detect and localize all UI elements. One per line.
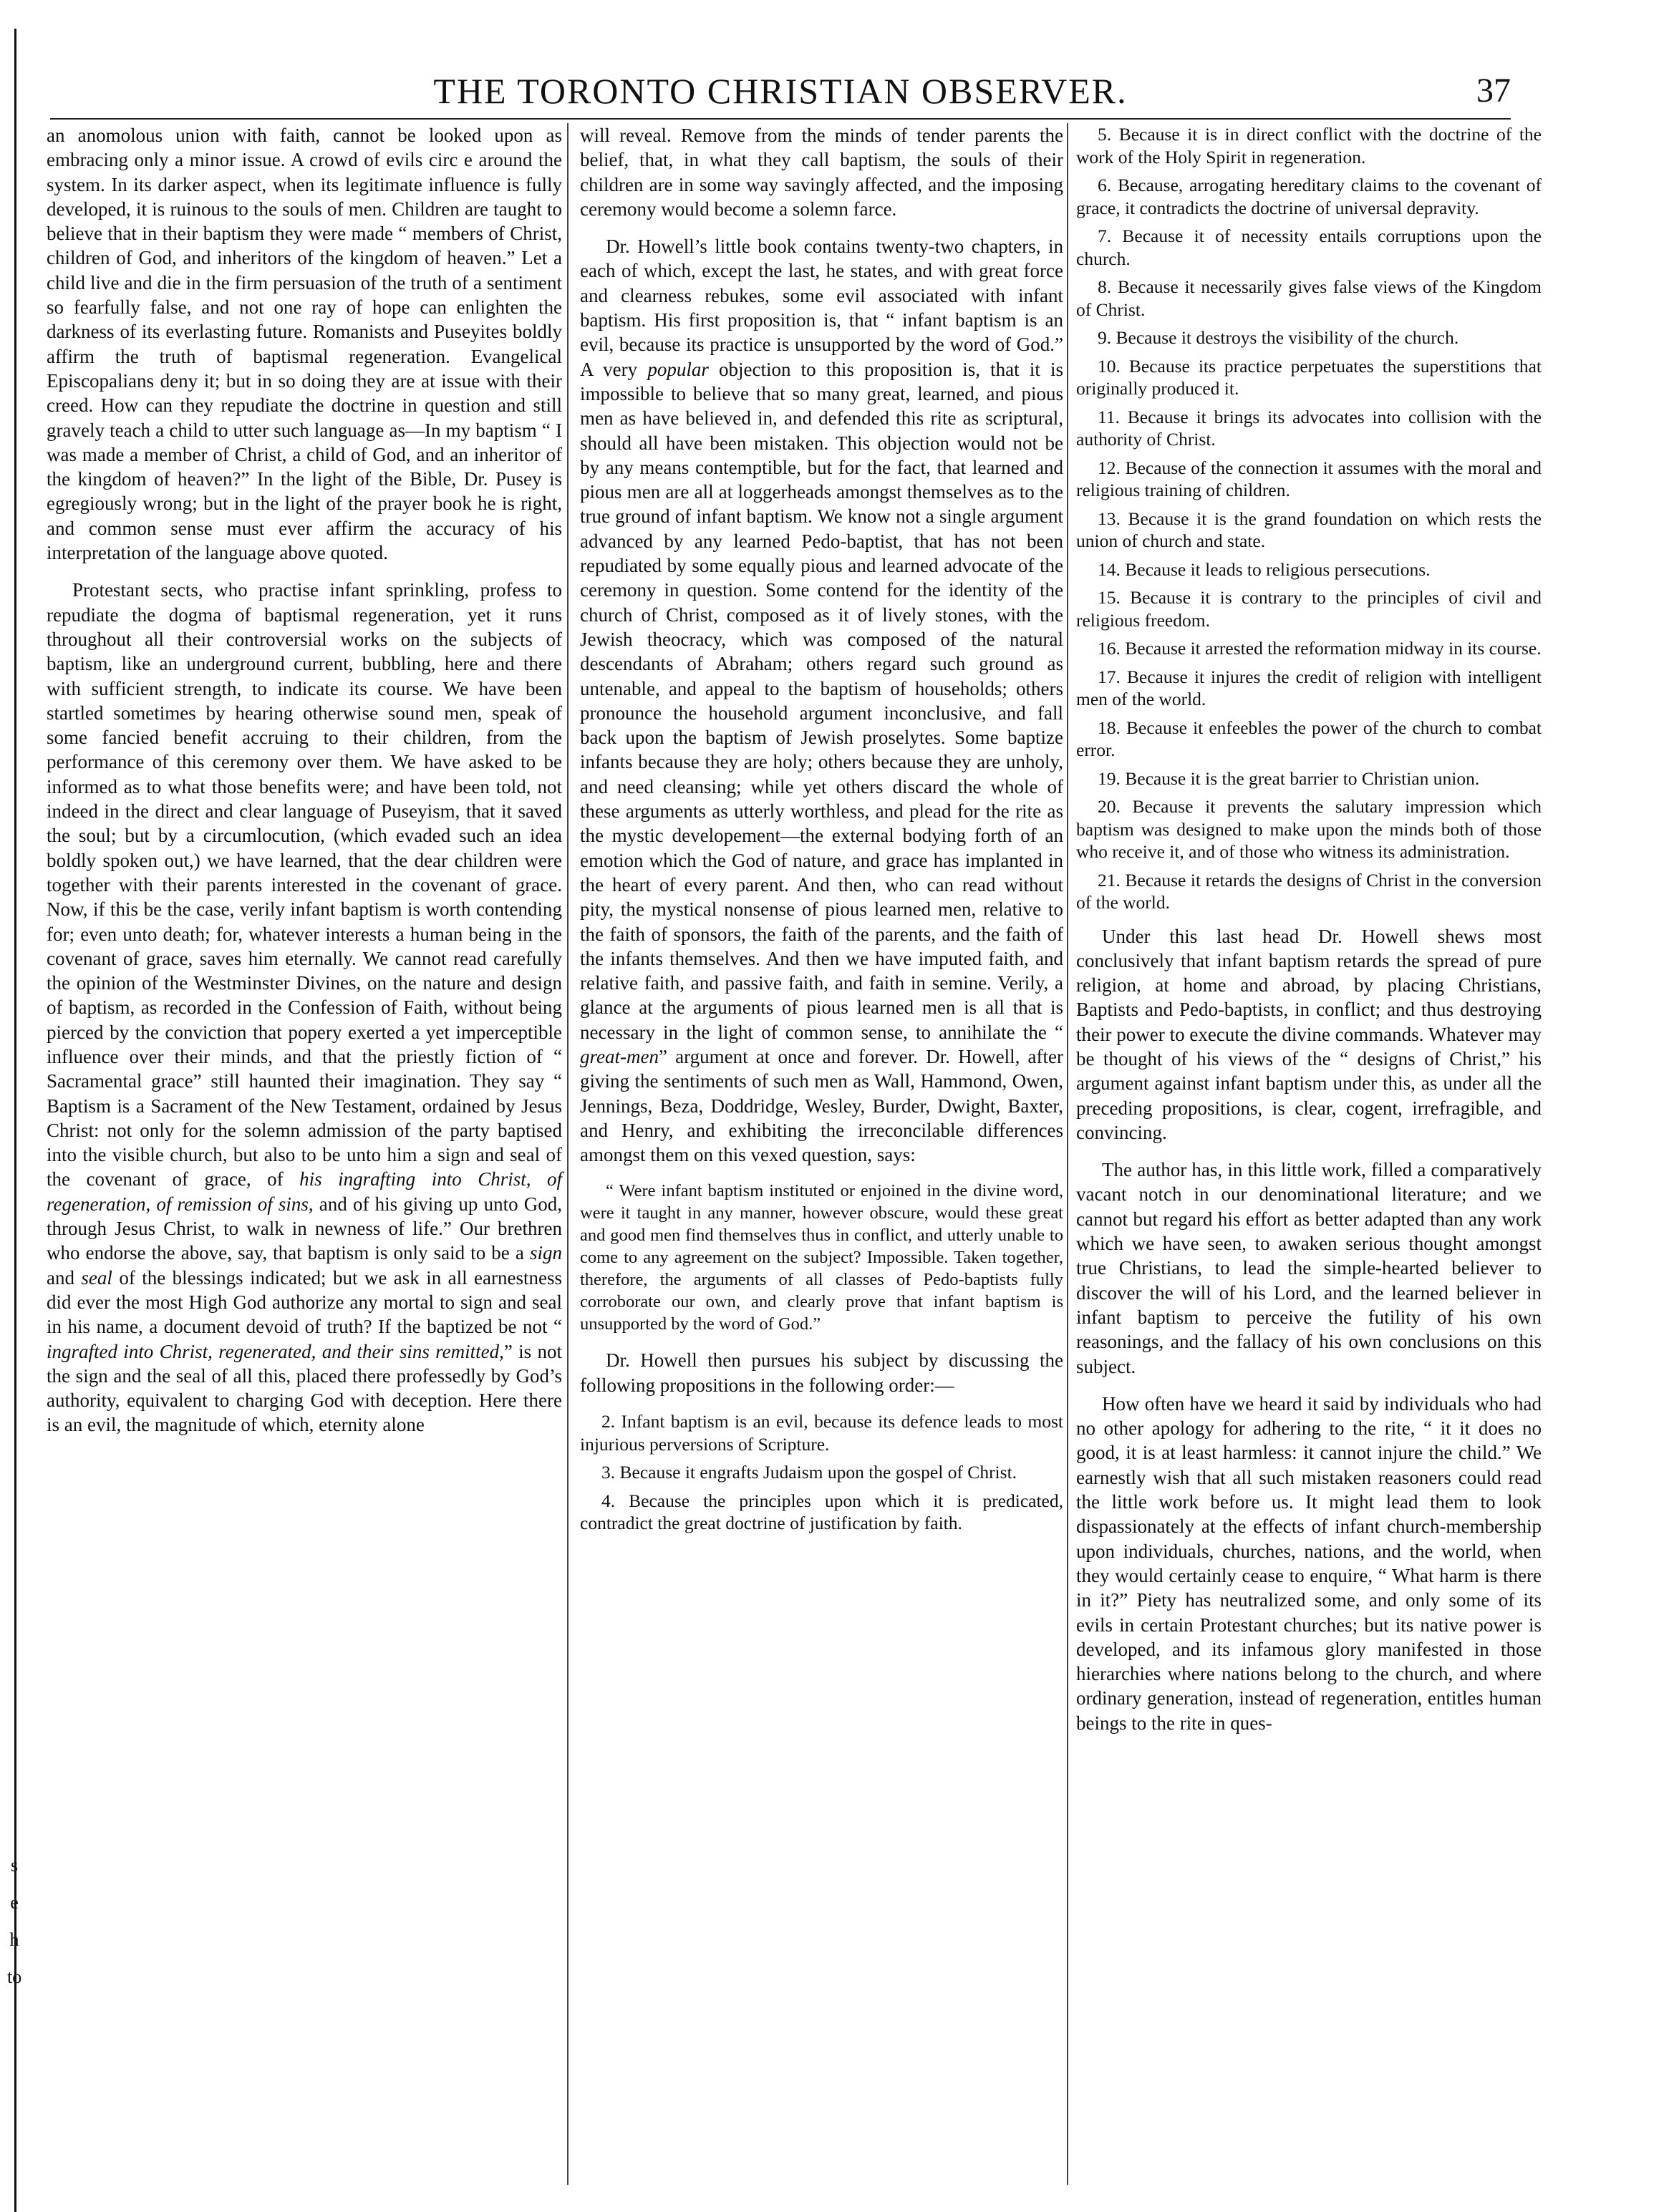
proposition-item: 3. Because it engrafts Judaism upon the gospel of Christ.: [601, 1462, 1017, 1483]
margin-fragments: [7, 1847, 21, 1996]
proposition-item: 17. Because it injures the credit of religion with intelligent men of the world.: [1076, 666, 1542, 709]
col2-blockquote: “ Were infant baptism instituted or enjoined in the divine word, were it taught in any manner, however obscure, would these great and good men find themselves thus in conflict, and utterly unable to come to any agreement on the subject? Impossible. Taken together, therefore, the arguments of all classes of Pedo-baptists fully corroborate our own, and clearly prove that infant baptism is unsupported by the word of God.”: [580, 1181, 1063, 1334]
proposition-item: 12. Because of the connection it assumes with the moral and religious training of children.: [1076, 457, 1542, 500]
proposition-item: 20. Because it prevents the salutary impression which baptism was designed to make upon the minds both of those who receive it, and of those who witness its administration.: [1076, 796, 1542, 862]
proposition-item: 7. Because it of necessity entails corruptions upon the church.: [1076, 225, 1542, 269]
proposition-item: 15. Because it is contrary to the principles of civil and religious freedom.: [1076, 587, 1542, 631]
proposition-item: 10. Because its practice perpetuates the superstitions that originally produced it.: [1076, 355, 1542, 399]
col3-paragraph-2: The author has, in this little work, filled a comparatively vacant notch in our denominational literature; and we cannot but regard his effort as better adapted than any work which we have seen, to awaken serious thought amongst true Christians, to lead the simple-hearted believer to discover the will of his Lord, and the learned believer in infant baptism to perceive the futility of his own reasonings, and the fallacy of his own conclusions on this subject.: [1076, 1159, 1542, 1377]
margin-glyph: h: [9, 1929, 19, 1950]
column-1: [47, 123, 562, 1450]
proposition-item: 13. Because it is the grand foundation on which rests the union of church and state.: [1076, 508, 1542, 551]
col2-paragraph-2: Dr. Howell’s little book contains twenty-two chapters, in each of which, except the last, he states, and with great force and clearness rebukes, some evil associated with infant baptism. His first proposition is, that “ infant baptism is an evil, because its practice is unsupported by the word of God.” A very popular objection to this proposition is, that it is impossible to believe that so many great, learned, and pious men as have believed in, and defended this rite as scriptural, should all have been mistaken. This objection would not be by any means contemptible, but for the fact, that learned and pious men are all at loggerheads amongst themselves as to the true ground of infant baptism. We know not a single argument advanced by any learned Pedo-baptist, that has not been repudiated by some equally pious and learned advocate of the ceremony in question. Some contend for the identity of the church of Christ, composed as it of lively stones, with the Jewish theocracy, which was composed of the natural descendants of Abraham; others regard such ground as untenable, and appeal to the baptism of households; others pronounce the household argument inconclusive, and fall back upon the baptism of Jewish proselytes. Some baptize infants because they are holy; others because they are unholy, and need cleansing; while yet others discard the whole of these arguments as utterly worthless, and plead for the rite as the mystic developement—the external bodying forth of an emotion which the God of nature, and grace has implanted in the heart of every parent. And then, who can read without pity, the mystical nonsense of pious learned men, relative to the faith of sponsors, the faith of the parents, and the faith of the infants themselves. And then we have imputed faith, and relative faith, and passive faith, and faith in semine. Verily, a glance at the arguments of pious learned men is all that is necessary in the light of common sense, to annihilate the “ great-men” argument at once and forever. Dr. Howell, after giving the sentiments of such men as Wall, Hammond, Owen, Jennings, Beza, Doddridge, Wesley, Burder, Dwight, Baxter, and Henry, and exhibiting the irreconcilable differences amongst them on this vexed question, says:: [580, 236, 1064, 1166]
proposition-item: 9. Because it destroys the visibility of the church.: [1098, 327, 1459, 348]
margin-glyph: s: [10, 1855, 19, 1876]
page-number: 37: [1476, 72, 1511, 110]
col1-paragraph-2: Protestant sects, who practise infant sprinkling, profess to repudiate the dogma of baptismal regeneration, yet it runs throughout all their controversial works on the subjects of baptism, like an underground current, bubbling, here and there with sufficient strength, to indicate its course. We have been startled sometimes by hearing otherwise sound men, speak of some fancied benefit accruing to their children, from the performance of this ceremony over them. We have asked to be informed as to what those benefits were; and have been told, not indeed in the direct and clear language of Puseyism, that it saved the soul; but by a circumlocution, (which evaded such an idea boldly spoken out,) we have learned, that the dear children were together with their parents interested in the covenant of grace. Now, if this be the case, verily infant baptism is worth contending for; even unto death; for, whatever interests a human being in the covenant of grace, saves him eternally. We cannot read carefully the opinion of the Westminster Divines, on the nature and design of baptism, as recorded in the Confession of Faith, without being pierced by the conviction that popery exerted a yet imperceptible influence over their minds, and that the priestly fiction of “ Sacramental grace” still haunted their imagination. They say “ Baptism is a Sacrament of the New Testament, ordained by Jesus Christ: not only for the solemn admission of the party baptised into the visible church, but also to be unto him a sign and seal of the covenant of grace, of his ingrafting into Christ, of regeneration, of remission of sins, and of his giving up unto God, through Jesus Christ, to walk in newness of life.” Our brethren who endorse the above, say, that baptism is only said to be a sign and seal of the blessings indicated; but we ask in all earnestness did ever the most High God authorize any mortal to sign and seal in his name, a document devoid of truth? If the baptized be not “ ingrafted into Christ, regenerated, and their sins remitted,” is not the sign and the seal of all this, placed there professedly by God’s authority, equivalent to charging God with deception. Here there is an evil, the magnitude of which, eternity alone: [47, 579, 563, 1436]
masthead-title: THE TORONTO CHRISTIAN OBSERVER.: [433, 71, 1128, 111]
proposition-item: 19. Because it is the great barrier to Christian union.: [1098, 767, 1480, 789]
col3-paragraph-3: How often have we heard it said by individuals who had no other apology for adhering to the rite, “ it it does no good, it is at least harmless: it cannot injure the child.” We earnestly wish that all such mistaken reasoners could read the little work before us. It might lead them to look dispassionately at the effects of infant church-membership upon individuals, churches, nations, and the world, when they would certainly cease to enquire, “ What harm is there in it?” Piety has neutralized some, and only some of its evils in certain Protestant churches; but its native power is developed, and its infamous glory manifested in those hierarchies where nations belong to the church, and where ordinary generation, instead of regeneration, entitles human beings to the rite in ques-: [1076, 1392, 1542, 1734]
proposition-item: 2. Infant baptism is an evil, because its defence leads to most injurious perversions of Scripture.: [580, 1411, 1063, 1455]
column-3: [1076, 123, 1542, 1748]
proposition-item: 6. Because, arrogating hereditary claims to the covenant of grace, it contradicts the doctrine of universal depravity.: [1076, 175, 1542, 218]
col3-paragraph-1: Under this last head Dr. Howell shews most conclusively that infant baptism retards the spread of pure religion, at home and abroad, by placing Christians, Baptists and Pedo-baptists, in conflict; and thus destroying their power to execute the divine commands. Whatever may be thought of his views of the “ designs of Christ,” his argument against infant baptism under this, as under all the preceding propositions, is clear, cogent, irrefragible, and convincing.: [1076, 925, 1542, 1143]
proposition-item: 4. Because the principles upon which it is predicated, contradict the great doctrine of justification by faith.: [580, 1490, 1063, 1534]
margin-glyph: to: [7, 1966, 22, 1987]
proposition-item: 14. Because it leads to religious persecutions.: [1098, 558, 1431, 580]
column-divider-1: [567, 123, 569, 2185]
page-header: [50, 66, 1511, 116]
proposition-item: 21. Because it retards the designs of Christ in the conversion of the world.: [1076, 869, 1542, 913]
margin-glyph: e: [10, 1892, 19, 1913]
proposition-item: 5. Because it is in direct conflict with the doctrine of the work of the Holy Spirit in regeneration.: [1076, 124, 1542, 168]
header-rule: [50, 118, 1511, 120]
proposition-item: 8. Because it necessarily gives false views of the Kingdom of Christ.: [1076, 276, 1542, 320]
column-divider-2: [1067, 123, 1068, 2185]
col1-paragraph-1: an anomolous union with faith, cannot be looked upon as embracing only a minor issue. A crowd of evils circ e around the system. In its darker aspect, when its legitimate influence is fully developed, it is ruinous to the souls of men. Children are taught to believe that in their baptism they were made “ members of Christ, children of God, and inheritors of the kingdom of heaven.” Let a child live and die in the firm persuasion of the truth of a sentiment so fearfully false, and not one ray of hope can enlighten the darkness of its everlasting future. Romanists and Puseyites boldly affirm the truth of baptismal regeneration. Evangelical Episcopalians deny it; but in so doing they are at issue with their creed. How can they repudiate the doctrine in question and still gravely teach a child to utter such language as—In my baptism “ I was made a member of Christ, a child of God, and an inheritor of the kingdom of heaven?” In the light of the Bible, Dr. Pusey is egregiously wrong; but in the light of the prayer book he is right, and common sense must ever affirm the accuracy of his interpretation of the language above quoted.: [47, 125, 562, 564]
proposition-item: 18. Because it enfeebles the power of the church to combat error.: [1076, 717, 1542, 760]
proposition-item: 16. Because it arrested the reformation midway in its course.: [1098, 638, 1542, 659]
col2-paragraph-1: will reveal. Remove from the minds of tender parents the belief, that, in what they call baptism, the souls of their children are in some way savingly affected, and the imposing ceremony would become a solemn farce.: [580, 125, 1063, 220]
col2-paragraph-3: Dr. Howell then pursues his subject by discussing the following propositions in the following order:—: [580, 1349, 1063, 1396]
proposition-item: 11. Because it brings its advocates into collision with the authority of Christ.: [1076, 406, 1542, 450]
column-2: [580, 123, 1063, 1541]
